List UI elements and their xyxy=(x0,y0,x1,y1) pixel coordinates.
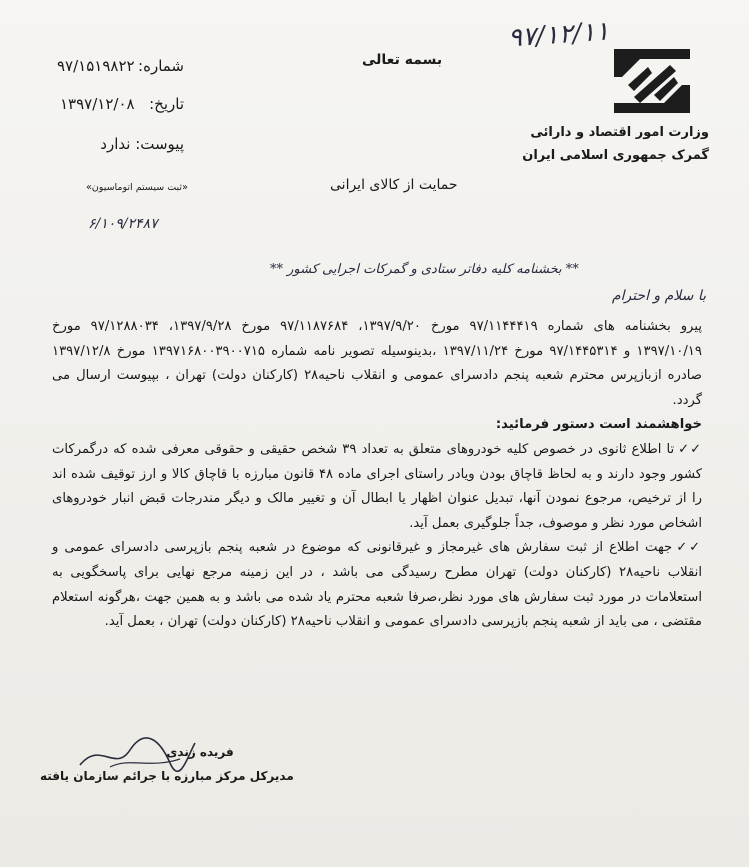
check-mark-icon: ✓✓ xyxy=(676,540,702,556)
customs-logo xyxy=(604,45,700,117)
ministry-header xyxy=(522,121,709,167)
handwritten-number: ۶/۱۰۹/۲۴۸۷ xyxy=(88,216,158,232)
letter-date-row xyxy=(149,95,184,113)
signatory-title: مدیرکل مرکز مبارزه با جرائم سازمان یافته xyxy=(40,769,294,783)
request-line: خواهشمند است دستور فرمائید: xyxy=(495,417,702,433)
intro-paragraph: پیرو بخشنامه های شماره ۹۷/۱۱۴۴۴۱۹ مورخ ۱۳۹۷/۹/۲۰، ۹۷/۱۱۸۷۶۸۴ مورخ ۱۳۹۷/۹/۲۸، ۹۷/۱۲۸۸۰۳۴ مورخ ۱۳۹۷/۱۰/۱۹ و ۹۷/۱۴۴۵۳۱۴ مورخ ۱۳۹۷/۱۱/۲۴ ،بدینوسیله تصویر نامه شماره ۱۳۹۷۱۶۸۰۰۳۹۰۰۷۱۵ مورخ ۱۳۹۷/۱۲/۸ صادره ازبازپرس محترم شعبه پنجم دادسرای عمومی و انقلاب ناحیه۲۸ (کارکنان دولت) تهران ، بپیوست ارسال می گردد. xyxy=(52,319,702,408)
ministry-line-1: وزارت امور اقتصاد و دارائی xyxy=(530,125,709,140)
check-mark-icon: ✓✓ xyxy=(678,441,702,457)
slogan: حمایت از کالای ایرانی xyxy=(330,177,458,193)
letter-date-value: ۱۳۹۷/۱۲/۰۸ xyxy=(60,95,135,113)
greeting: با سلام و احترام xyxy=(611,288,706,304)
signature-block xyxy=(40,745,294,783)
automation-note: «ثبت سیستم اتوماسیون» xyxy=(86,182,188,193)
letter-number-row xyxy=(138,57,184,75)
attachment-value: ندارد xyxy=(100,135,131,153)
handwritten-date: ۹۷/۱۲/۱۱ xyxy=(507,16,611,54)
letter-body xyxy=(52,315,702,635)
signature-scribble xyxy=(70,735,200,775)
date-label: تاریخ: xyxy=(149,95,184,113)
number-label: شماره: xyxy=(138,57,184,75)
item-2-text: جهت اطلاع از ثبت سفارش های غیرمجاز و غیرقانونی که موضوع در شعبه پنجم بازپرسی دادسرای عمومی و انقلاب ناحیه۲۸ (کارکنان دولت) تهران مطرح رسیدگی می باشد ، در این زمینه مرجع نهایی برای پاسخگویی به استعلامات در مورد ثبت سفارش های مورد نظر،صرفا شعبه محترم یاد شده می باشد و به همین جهت ،هرگونه استعلام مقتضی ، می باید از شعبه پنجم بازپرسی دادسرای عمومی و انقلاب ناحیه۲۸ (کارکنان دولت) تهران ، بعمل آید. xyxy=(52,540,702,630)
signatory-name: فریده زندی xyxy=(166,745,234,759)
handwritten-subject: ** بخشنامه کلیه دفاتر ستادی و گمرکات اجرایی کشور ** xyxy=(270,262,579,277)
bismillah-heading: بسمه تعالی xyxy=(362,52,443,68)
ministry-line-2: گمرک جمهوری اسلامی ایران xyxy=(522,148,709,163)
attachment-row xyxy=(100,135,184,153)
letter-number-value: ۹۷/۱۵۱۹۸۲۲ xyxy=(57,57,135,75)
item-1 xyxy=(52,438,702,536)
item-2 xyxy=(52,536,702,634)
item-1-text: تا اطلاع ثانوی در خصوص کلیه خودروهای متعلق به تعداد ۳۹ شخص حقیقی و حقوقی معرفی شده که درگمرکات کشور وجود دارند و به لحاظ قاچاق بودن ویادر راستای اجرای ماده ۴۸ قانون مبارزه با قاچاق کالا و ارز توقیف شده اند را از ترخیص، مرجوع نمودن آنها، تبدیل عنوان اظهار یا ابطال آن و تغییر مالک و دیگر مندرجات قبض انبار خودروهای اشخاص مورد نظر و موصوف، جداً جلوگیری بعمل آید. xyxy=(52,441,702,531)
attachment-label: پیوست: xyxy=(135,135,184,153)
